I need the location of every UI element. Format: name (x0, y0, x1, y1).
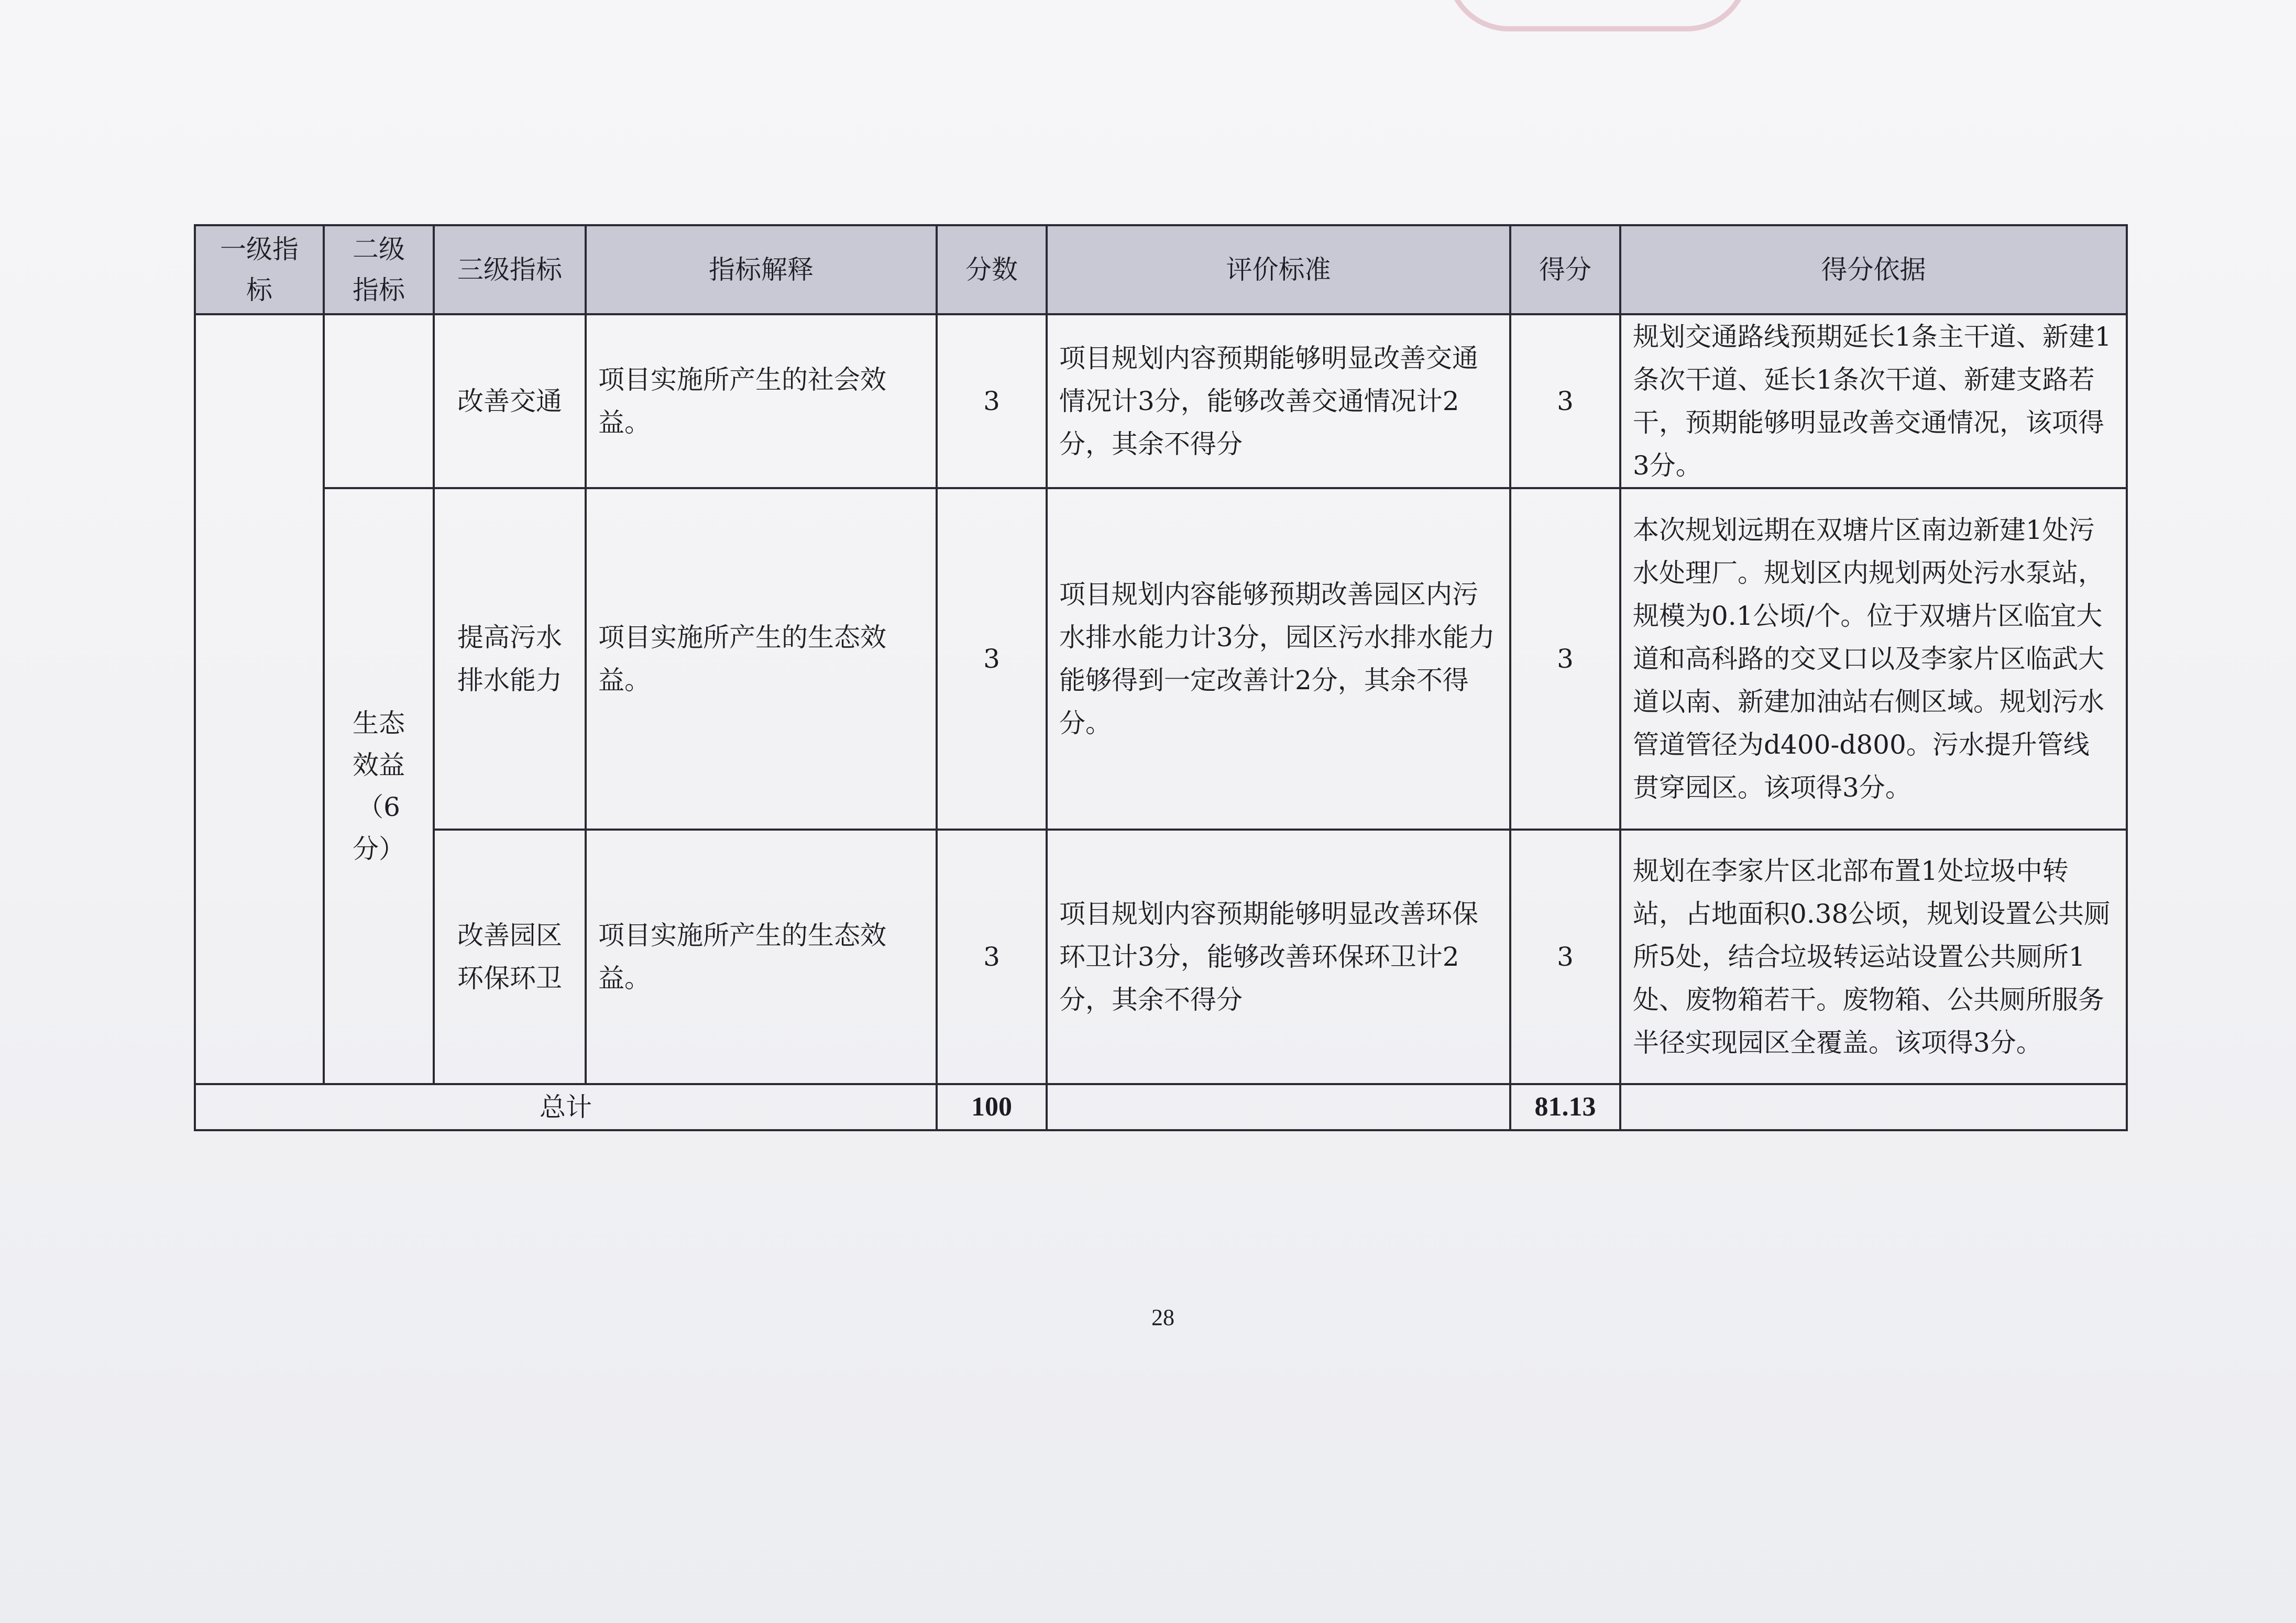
basis-cell: 规划交通路线预期延长1条主干道、新建1条次干道、延长1条次干道、新建支路若干，预期能够明显改善交通情况，该项得3分。 (1620, 314, 2127, 488)
total-got: 81.13 (1510, 1084, 1620, 1130)
explanation-cell: 项目实施所产生的生态效益。 (586, 488, 937, 830)
got-cell: 3 (1510, 488, 1620, 830)
got-cell: 3 (1510, 314, 1620, 488)
explanation-cell: 项目实施所产生的生态效益。 (586, 830, 937, 1084)
level2-cell-eco: 生态 效益 （6 分） (324, 488, 434, 1084)
got-cell: 3 (1510, 830, 1620, 1084)
score-cell: 3 (937, 830, 1047, 1084)
basis-cell: 规划在李家片区北部布置1处垃圾中转站，占地面积0.38公顷，规划设置公共厕所5处，结合垃圾转运站设置公共厕所1处、废物箱若干。废物箱、公共厕所服务半径实现园区全覆盖。该项得3分。 (1620, 830, 2127, 1084)
header-basis: 得分依据 (1620, 225, 2127, 314)
table-row (195, 830, 2127, 1084)
header-level1: 一级指 标 (195, 225, 324, 314)
evaluation-table (194, 224, 2128, 1131)
level3-cell: 提高污水排水能力 (434, 488, 586, 830)
level2-cell-empty (324, 314, 434, 488)
criteria-cell: 项目规划内容预期能够明显改善交通情况计3分，能够改善交通情况计2分，其余不得分 (1047, 314, 1510, 488)
score-cell: 3 (937, 488, 1047, 830)
header-level3: 三级指标 (434, 225, 586, 314)
level3-cell: 改善交通 (434, 314, 586, 488)
table-row (195, 488, 2127, 830)
total-basis-empty (1620, 1084, 2127, 1130)
header-criteria: 评价标准 (1047, 225, 1510, 314)
header-got: 得分 (1510, 225, 1620, 314)
stamp-fragment (1446, 0, 1750, 31)
header-score: 分数 (937, 225, 1047, 314)
basis-cell: 本次规划远期在双塘片区南边新建1处污水处理厂。规划区内规划两处污水泵站，规模为0.1公顷/个。位于双塘片区临宜大道和高科路的交叉口以及李家片区临武大道以南、新建加油站右侧区域。规划污水管道管径为d400-d800。污水提升管线贯穿园区。该项得3分。 (1620, 488, 2127, 830)
total-row (195, 1084, 2127, 1130)
level1-cell-empty (195, 314, 324, 1084)
header-explanation: 指标解释 (586, 225, 937, 314)
table-row (195, 314, 2127, 488)
level3-cell: 改善园区环保环卫 (434, 830, 586, 1084)
header-level2: 二级 指标 (324, 225, 434, 314)
total-score: 100 (937, 1084, 1047, 1130)
page-number: 28 (1151, 1305, 1174, 1330)
criteria-cell: 项目规划内容预期能够明显改善环保环卫计3分，能够改善环保环卫计2分，其余不得分 (1047, 830, 1510, 1084)
criteria-cell: 项目规划内容能够预期改善园区内污水排水能力计3分，园区污水排水能力能够得到一定改善计2分，其余不得分。 (1047, 488, 1510, 830)
score-cell: 3 (937, 314, 1047, 488)
explanation-cell: 项目实施所产生的社会效益。 (586, 314, 937, 488)
total-criteria-empty (1047, 1084, 1510, 1130)
table-header-row (195, 225, 2127, 314)
total-label: 总计 (195, 1084, 937, 1130)
